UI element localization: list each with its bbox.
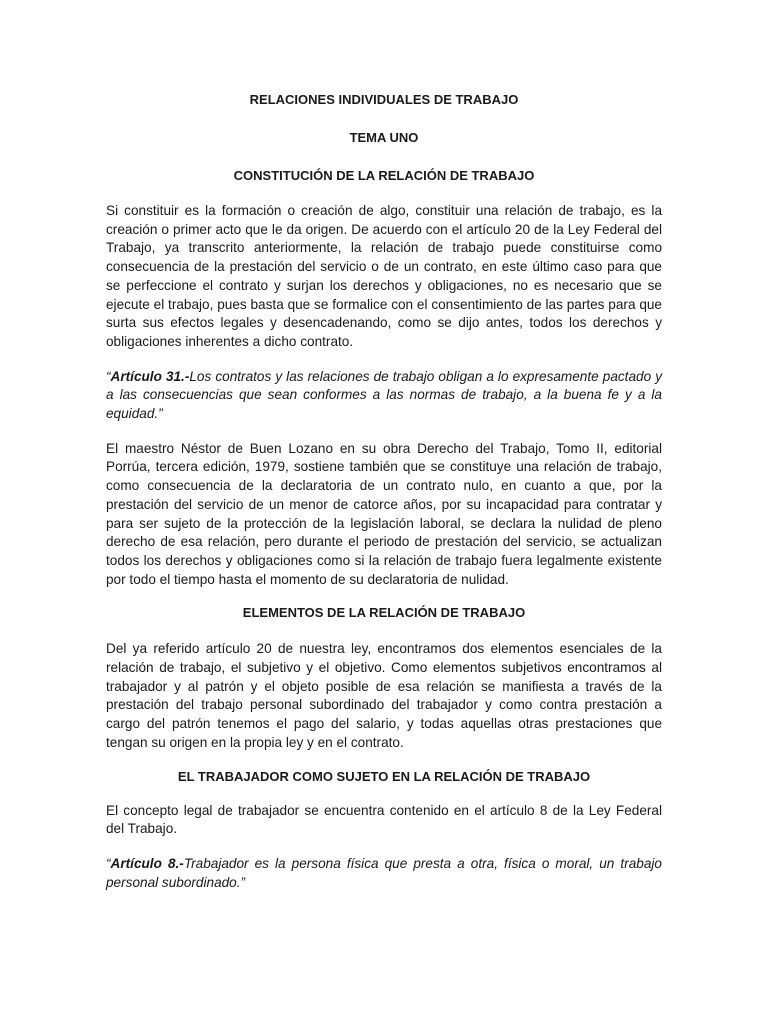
section-heading-trabajador: EL TRABAJADOR COMO SUJETO EN LA RELACIÓN DE TRABAJO [177, 768, 591, 784]
quote-open-mark: “ [106, 855, 111, 871]
quote-articulo-31 [106, 368, 662, 424]
paragraph-concepto: El concepto legal de trabajador se encuentra contenido en el artículo 8 de la Ley Federal del Trabajo. [106, 802, 662, 837]
quote-articulo-8 [106, 855, 662, 892]
quote-text: Los contratos y las relaciones de trabajo obligan a lo expresamente pactado y a las consecuencias que sean conformes a las normas de trabajo, a la buena fe y a la equidad.” [106, 368, 662, 422]
quote-article-label: Artículo 8.- [110, 855, 184, 871]
document-page [106, 91, 662, 892]
quote-open-mark: “ [106, 368, 111, 384]
quote-article-label: Artículo 31.- [110, 368, 190, 384]
section-heading-constitucion: CONSTITUCIÓN DE LA RELACIÓN DE TRABAJO [233, 168, 535, 183]
document-subtitle: TEMA UNO [349, 130, 419, 145]
section-heading-elementos: ELEMENTOS DE LA RELACIÓN DE TRABAJO [242, 605, 526, 621]
paragraph-constitucion: Si constituir es la formación o creación de algo, constituir una relación de trabajo, es la creación o primer acto que le da origen. De acuerdo con el artículo 20 de la Ley Federal del Trabajo, ya transcrito anteriormente, la relación de trabajo puede constituirse como consecuencia de la prestación del servicio o de un contrato, en este último caso para que se perfeccione el contrato y surjan los derechos y obligaciones, no es necesario que se ejecute el trabajo, pues basta que se formalice con el consentimiento de las partes para que surta sus efectos legales y desencadenando, como se dijo antes, todos los derechos y obligaciones inherentes a dicho contrato. [106, 203, 662, 349]
document-title: RELACIONES INDIVIDUALES DE TRABAJO [249, 92, 519, 107]
paragraph-maestro: El maestro Néstor de Buen Lozano en su obra Derecho del Trabajo, Tomo II, editorial Porrúa, tercera edición, 1979, sostiene también que se constituye una relación de trabajo, como consecuencia de la declaratoria de un contrato nulo, en cuanto a que, por la prestación del servicio de un menor de catorce años, por su incapacidad para contratar y para ser sujeto de la protección de la legislación laboral, se declara la nulidad de pleno derecho de esa relación, pero durante el periodo de prestación del servicio, se actualizan todos los derechos y obligaciones como si la relación de trabajo fuera legalmente existente por todo el tiempo hasta el momento de su declaratoria de nulidad. [106, 440, 662, 587]
quote-text: Trabajador es la persona física que presta a otra, física o moral, un trabajo personal subordinado.” [106, 855, 662, 890]
paragraph-elementos: Del ya referido artículo 20 de nuestra ley, encontramos dos elementos esenciales de la relación de trabajo, el subjetivo y el objetivo. Como elementos subjetivos encontramos al trabajador y al patrón y el objeto posible de esa relación se manifiesta a través de la prestación del trabajo personal subordinado del trabajador y como contra prestación a cargo del patrón tenemos el pago del salario, y todas aquellas otras prestaciones que tengan su origen en la propia ley y en el contrato. [106, 641, 662, 750]
